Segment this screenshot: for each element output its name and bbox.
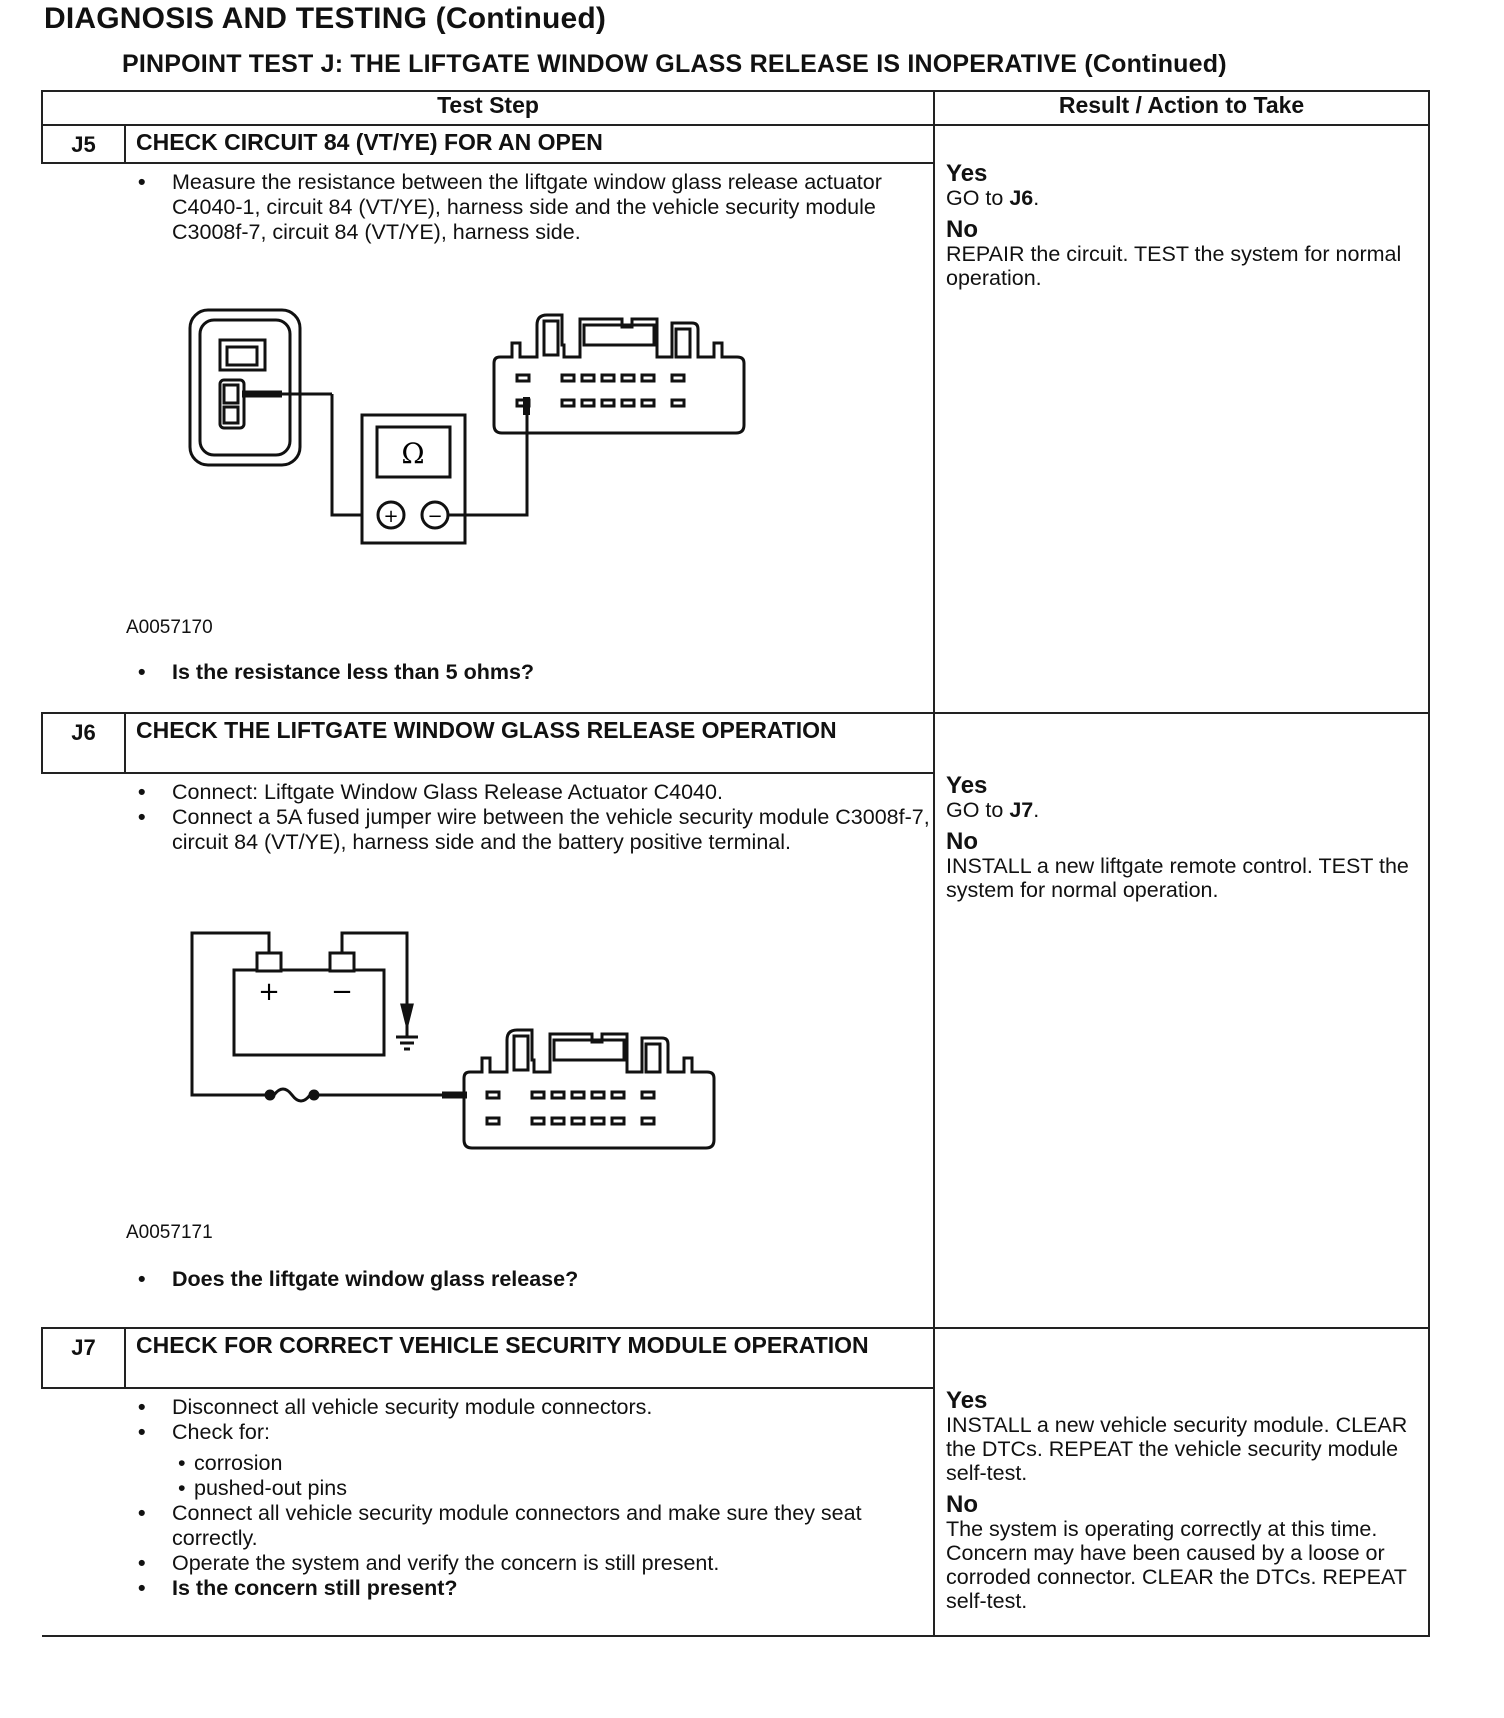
module-connector-icon: [464, 1030, 714, 1148]
battery-plus-symbol: +: [258, 977, 280, 1007]
step-question: • Does the liftgate window glass release?: [132, 1267, 933, 1292]
actuator-connector-icon: [190, 310, 300, 465]
step-body-j6: [42, 773, 934, 1328]
svg-text:+: +: [383, 506, 399, 527]
svg-text:−: −: [427, 506, 443, 527]
list-item: • Connect: Liftgate Window Glass Release Actuator C4040.: [132, 780, 933, 805]
result-no-label: No: [946, 216, 979, 243]
page-title: DIAGNOSIS AND TESTING (Continued): [44, 2, 607, 35]
step-question: • Is the resistance less than 5 ohms?: [132, 660, 933, 685]
step-title-j6: CHECK THE LIFTGATE WINDOW GLASS RELEASE OPERATION: [125, 713, 934, 773]
result-no-text: The system is operating correctly at this time. Concern may have been caused by a loose or corroded connector. CLEAR the DTCs. REPEAT self-test.: [946, 1517, 1407, 1613]
goto-step-link: J7: [1009, 798, 1034, 822]
figure-id: A0057171: [126, 1222, 213, 1243]
step-j5-title-row: [42, 125, 1429, 163]
list-item: • Measure the resistance between the liftgate window glass release actuator C4040-1, circuit 84 (VT/YE), harness side and the vehicle security module C3008f-7, circuit 84 (VT/YE), harness side.: [132, 170, 933, 245]
step-question: • Is the concern still present?: [132, 1576, 933, 1601]
result-cell-j5: [934, 125, 1429, 713]
sub-list-item: • pushed-out pins: [172, 1476, 933, 1501]
step-body-j5: [42, 163, 934, 713]
result-no-label: No: [946, 828, 979, 855]
table-header-row: [42, 91, 1429, 125]
list-item: • Connect all vehicle security module connectors and make sure they seat correctly.: [132, 1501, 933, 1551]
sub-list-item: • corrosion: [172, 1451, 933, 1476]
result-yes-text: GO to J7.: [946, 798, 1040, 822]
result-yes-label: Yes: [946, 160, 988, 187]
result-no-label: No: [946, 1491, 979, 1518]
ohm-symbol: Ω: [401, 437, 425, 470]
list-item: • Connect a 5A fused jumper wire between the vehicle security module C3008f-7, circuit 84 (VT/YE), harness side and the battery positive terminal.: [132, 805, 933, 855]
step-j6-title-row: [42, 713, 1429, 773]
pinpoint-test-table: [41, 90, 1430, 1637]
step-id-j7: J7: [42, 1328, 125, 1388]
resistance-measurement-diagram: [162, 285, 782, 605]
list-item: • Check for: • corrosion • pushed-out pins: [132, 1420, 933, 1501]
step-title-j5: CHECK CIRCUIT 84 (VT/YE) FOR AN OPEN: [125, 125, 934, 163]
step-body-j7: [42, 1388, 934, 1636]
pinpoint-test-title: PINPOINT TEST J: THE LIFTGATE WINDOW GLASS RELEASE IS INOPERATIVE (Continued): [122, 50, 1227, 78]
step-title-j7: CHECK FOR CORRECT VEHICLE SECURITY MODULE OPERATION: [125, 1328, 934, 1388]
figure-id: A0057170: [126, 617, 213, 638]
battery-minus-symbol: −: [331, 977, 353, 1007]
goto-step-link: J6: [1009, 186, 1034, 210]
header-test-step: Test Step: [42, 91, 934, 125]
result-cell-j7: [934, 1328, 1429, 1636]
header-result-action: Result / Action to Take: [934, 91, 1429, 125]
test-lead-positive: [332, 394, 362, 515]
step-id-j6: J6: [42, 713, 125, 773]
module-connector-icon: [494, 315, 744, 433]
list-item: • Operate the system and verify the concern is still present.: [132, 1551, 933, 1576]
list-item: • Disconnect all vehicle security module connectors.: [132, 1395, 933, 1420]
battery-icon: [234, 953, 384, 1055]
result-cell-j6: [934, 713, 1429, 1328]
fuse-icon: [266, 1089, 318, 1101]
step-j7-title-row: [42, 1328, 1429, 1388]
result-yes-label: Yes: [946, 1387, 988, 1414]
result-yes-text: GO to J6.: [946, 186, 1040, 210]
result-yes-label: Yes: [946, 772, 988, 799]
step-id-j5: J5: [42, 125, 125, 163]
result-no-text: REPAIR the circuit. TEST the system for normal operation.: [946, 242, 1402, 290]
ground-icon: [396, 1005, 418, 1049]
jumper-wire-diagram: [162, 915, 782, 1175]
ohmmeter-icon: [362, 415, 465, 543]
result-yes-text: INSTALL a new vehicle security module. CLEAR the DTCs. REPEAT the vehicle security module self-test.: [946, 1413, 1408, 1485]
result-no-text: INSTALL a new liftgate remote control. TEST the system for normal operation.: [946, 854, 1409, 902]
